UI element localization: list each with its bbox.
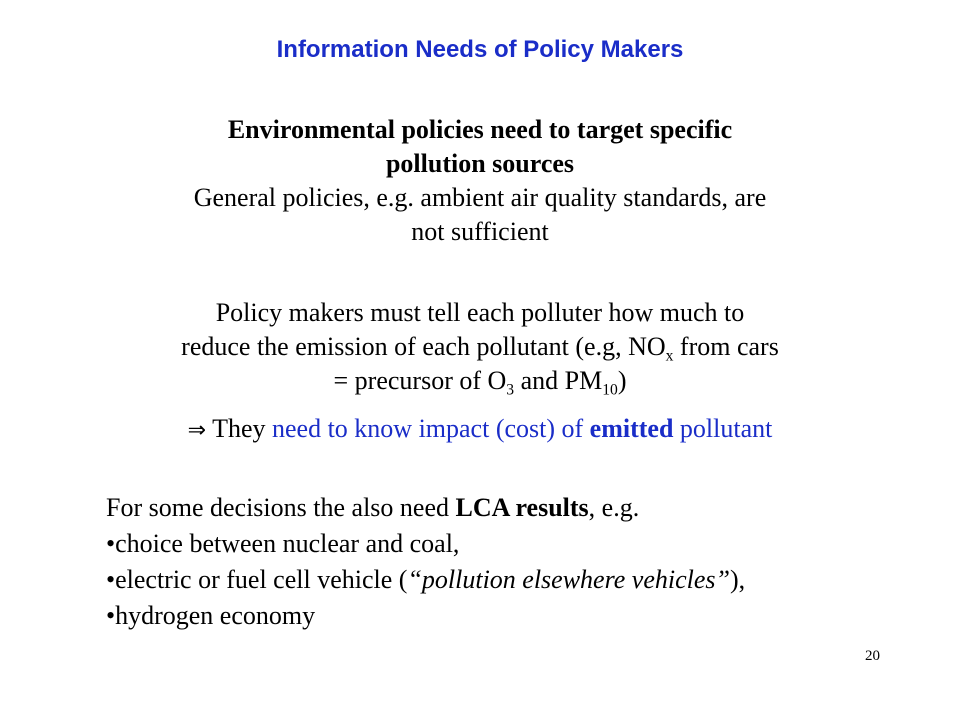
general-line1: General policies, e.g. ambient air quality standards, are [193,183,767,212]
conclusion-line: ⇒ They need to know impact (cost) of emitted pollutant [187,414,773,443]
slide-number: 20 [865,648,880,664]
slide-title: Information Needs of Policy Makers [276,36,684,63]
general-line2: not sufficient [411,217,549,246]
policy-line1: Policy makers must tell each polluter how much to [215,298,745,327]
lca-section [106,490,806,634]
subheading-line1: Environmental policies need to target specific [227,115,733,144]
lca-intro: For some decisions the also need LCA results, e.g. [106,493,640,522]
implies-arrow-icon: ⇒ [187,418,207,443]
list-item: •choice between nuclear and coal, [106,529,460,558]
policy-line3: = precursor of $O_3$ and $PM_{10}$) [333,366,627,399]
list-item: •hydrogen economy [106,601,316,630]
subheading-line2: pollution sources [385,149,575,178]
general-policies-text [90,181,870,249]
policy-makers-text [90,296,870,398]
policy-line2: reduce the emission of each pollutant (e.g, $NO_x$ from cars [181,332,779,365]
subheading [90,113,870,181]
list-item: •electric or fuel cell vehicle (“pollution elsewhere vehicles”), [106,565,746,594]
